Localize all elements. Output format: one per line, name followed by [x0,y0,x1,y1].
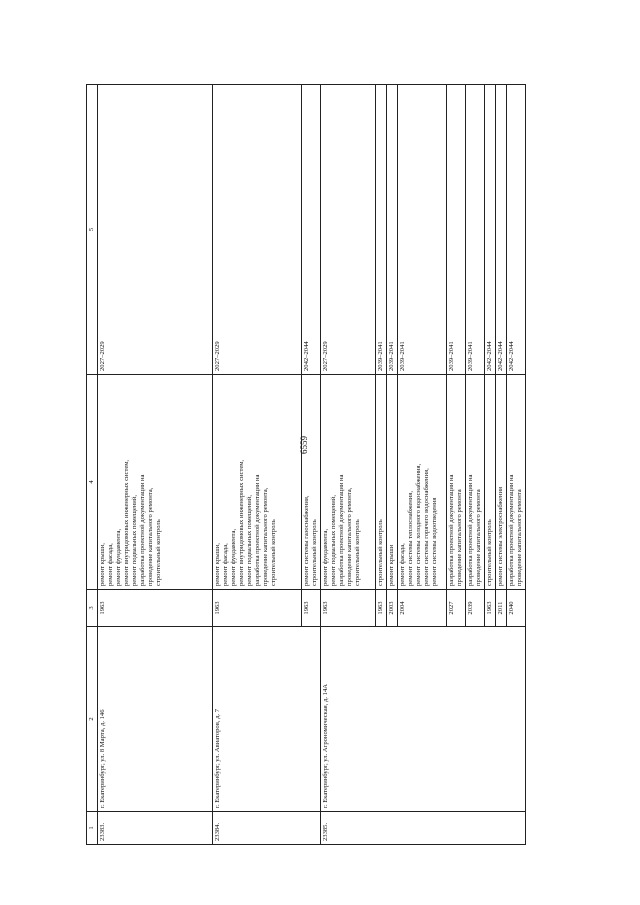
works-cell: строительный контроль [485,375,496,590]
works-cell: разработка проектной документации на проведение капитального ремонта [466,375,485,590]
works-cell: ремонт крыши, ремонт фасада, ремонт фундамента, ремонт внутридомовых инженерных систем, ремонт подвальных помещений, разработка проектной документации на проведение капитального ремонта, строительный контроль [213,375,302,590]
table-row [98,85,213,845]
year-cell: 2027 [447,590,466,627]
works-cell: строительный контроль [376,375,387,590]
period-cell: 2039–2041 [398,85,447,375]
column-header: 5 [87,85,98,375]
table-row [213,85,302,845]
row-number-cell: 23385. [321,812,526,845]
year-cell: 2040 [507,590,526,627]
table-row [321,85,376,845]
year-cell: 1963 [376,590,387,627]
works-cell: ремонт крыши, ремонт фасада, ремонт фундамента, ремонт внутридомовых инженерных систем, ремонт подвальных помещений, разработка проектной документации на проведение капитального ремонта, строительный контроль [98,375,213,590]
column-header: 2 [87,627,98,812]
works-cell: ремонт фундамента, ремонт подвальных помещений, разработка проектной документации на проведение капитального ремонта, строительный контроль [321,375,376,590]
year-cell: 2039 [466,590,485,627]
table-header-row [87,85,98,845]
column-header: 4 [87,375,98,590]
document-table-container [86,85,556,845]
year-cell: 1963 [321,590,376,627]
row-number-cell: 23383. [98,812,213,845]
period-cell: 2042–2044 [302,85,321,375]
column-header: 3 [87,590,98,627]
year-cell: 1963 [213,590,302,627]
period-cell: 2042–2044 [485,85,496,375]
year-cell: 1963 [485,590,496,627]
period-cell: 2042–2044 [507,85,526,375]
year-cell: 2004 [398,590,447,627]
row-number-cell: 23384. [213,812,321,845]
period-cell: 2039–2041 [387,85,398,375]
period-cell: 2039–2041 [376,85,387,375]
works-cell: ремонт системы электроснабжения [496,375,507,590]
address-cell: г. Екатеринбург, ул. Агрономическая, д. 14А [321,627,526,812]
works-cell: ремонт системы газоснабжения, строительный контроль [302,375,321,590]
period-cell: 2027–2029 [98,85,213,375]
period-cell: 2039–2041 [466,85,485,375]
repair-schedule-table [86,84,526,845]
works-cell: ремонт фасада, ремонт системы теплоснабжения, ремонт системы холодного водоснабжения, ремонт системы горячего водоснабжения, ремонт системы водоотведения [398,375,447,590]
works-cell: разработка проектной документации на проведение капитального ремонта [447,375,466,590]
page-number: 6559 [299,436,309,454]
period-cell: 2027–2029 [321,85,376,375]
year-cell: 1963 [302,590,321,627]
year-cell: 2011 [496,590,507,627]
period-cell: 2042–2044 [496,85,507,375]
year-cell: 2003 [387,590,398,627]
year-cell: 1963 [98,590,213,627]
address-cell: г. Екатеринбург, ул. 8 Марта, д. 146 [98,627,213,812]
period-cell: 2027–2029 [213,85,302,375]
column-header: 1 [87,812,98,845]
works-cell: ремонт крыши [387,375,398,590]
works-cell: разработка проектной документации на проведение капитального ремонта [507,375,526,590]
address-cell: г. Екатеринбург, ул. Авиаторов, д. 7 [213,627,321,812]
period-cell: 2039–2041 [447,85,466,375]
